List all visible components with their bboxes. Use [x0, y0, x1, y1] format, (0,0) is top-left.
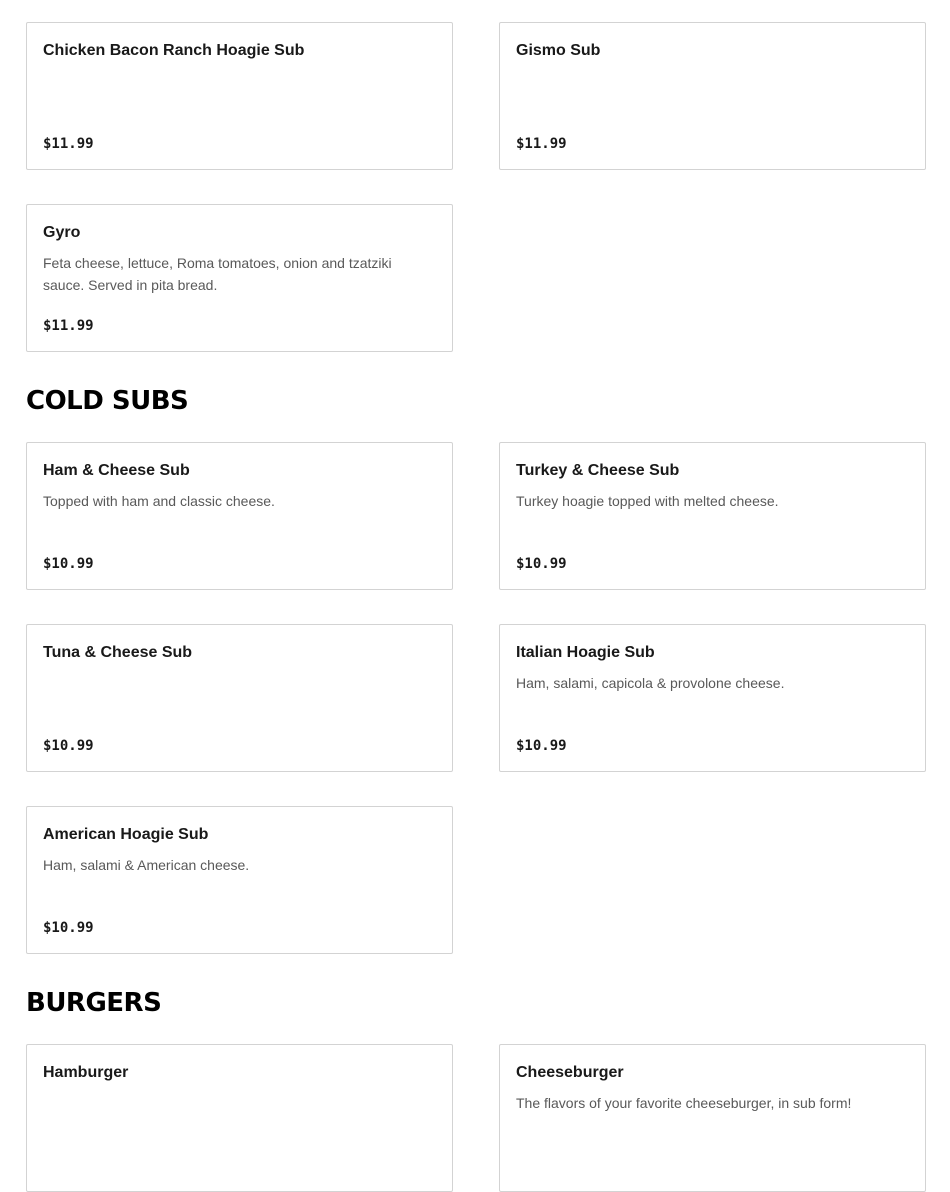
menu-item-price: $10.99: [43, 920, 94, 936]
menu-item-description: Ham, salami, capicola & provolone cheese.: [516, 675, 785, 691]
menu-item-description: Topped with ham and classic cheese.: [43, 493, 275, 509]
menu-item-price: $10.99: [43, 556, 94, 572]
menu-item-card[interactable]: [499, 1044, 926, 1192]
menu-item-name: Gismo Sub: [516, 42, 601, 59]
menu-item-card[interactable]: [499, 22, 926, 170]
menu-item-price: $11.99: [516, 136, 567, 152]
menu-item-description: Ham, salami & American cheese.: [43, 857, 250, 873]
menu-item-name: Ham & Cheese Sub: [43, 462, 190, 479]
menu-item-price: $11.99: [43, 136, 94, 152]
menu-item-name: American Hoagie Sub: [43, 826, 209, 843]
menu-item-name: Gyro: [43, 224, 81, 241]
menu-item-card[interactable]: [26, 22, 453, 170]
menu-item-name: Chicken Bacon Ranch Hoagie Sub: [43, 42, 305, 59]
menu-item-card[interactable]: [499, 624, 926, 772]
menu-item-price: $10.99: [516, 738, 567, 754]
menu-item-card[interactable]: [26, 204, 453, 352]
menu-item-name: Tuna & Cheese Sub: [43, 644, 193, 661]
menu-item-name: Cheeseburger: [516, 1064, 624, 1081]
menu-item-price: $11.99: [43, 318, 94, 334]
menu-item-card[interactable]: [26, 806, 453, 954]
menu-item-name: Italian Hoagie Sub: [516, 644, 655, 661]
menu-item-price: $10.99: [516, 556, 567, 572]
menu-item-description: The flavors of your favorite cheeseburger, in sub form!: [516, 1095, 852, 1111]
menu-item-description: Feta cheese, lettuce, Roma tomatoes, onion and tzatziki sauce. Served in pita bread.: [43, 255, 392, 293]
section-heading-burgers: BURGERS: [26, 988, 162, 1018]
menu-item-name: Turkey & Cheese Sub: [516, 462, 680, 479]
menu-item-card[interactable]: [26, 442, 453, 590]
menu-item-name: Hamburger: [43, 1064, 129, 1081]
menu-item-card[interactable]: [499, 442, 926, 590]
menu-item-description: Turkey hoagie topped with melted cheese.: [516, 493, 779, 509]
section-heading-cold-subs: COLD SUBS: [26, 386, 189, 416]
menu-item-card[interactable]: [26, 624, 453, 772]
menu-item-price: $10.99: [43, 738, 94, 754]
menu-item-card[interactable]: [26, 1044, 453, 1192]
